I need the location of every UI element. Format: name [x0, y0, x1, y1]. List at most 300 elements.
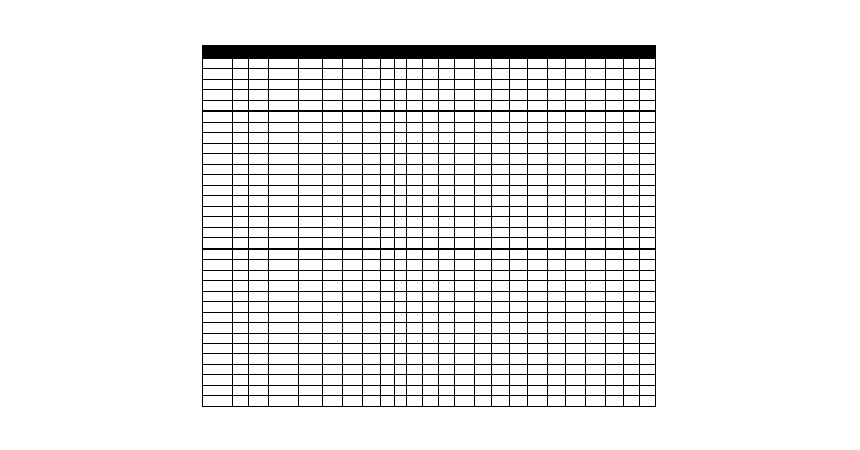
table-cell	[475, 354, 491, 364]
table-cell	[527, 364, 547, 374]
table-cell	[527, 249, 547, 260]
table-cell	[423, 364, 439, 374]
table-cell	[233, 143, 249, 153]
table-cell	[565, 90, 585, 100]
table-cell	[233, 385, 249, 395]
table-cell	[585, 217, 605, 227]
table-cell	[363, 90, 381, 100]
table-cell	[381, 196, 395, 206]
table-cell	[323, 249, 343, 260]
table-cell	[585, 59, 605, 69]
table-cell	[233, 206, 249, 216]
table-row	[203, 90, 656, 100]
table-cell	[381, 143, 395, 153]
table-cell	[343, 312, 363, 322]
table-cell	[455, 185, 475, 195]
table-cell	[269, 69, 299, 79]
table-cell	[585, 79, 605, 89]
table-cell	[585, 354, 605, 364]
table-cell	[527, 385, 547, 395]
table-cell	[323, 354, 343, 364]
table-cell	[423, 281, 439, 291]
table-cell	[605, 217, 623, 227]
table-cell	[363, 291, 381, 301]
table-row	[203, 375, 656, 385]
table-cell	[565, 323, 585, 333]
table-cell	[269, 59, 299, 69]
table-cell	[249, 249, 269, 260]
table-cell	[527, 154, 547, 164]
table-cell	[605, 59, 623, 69]
table-cell	[509, 79, 527, 89]
table-cell	[527, 396, 547, 407]
table-cell	[407, 375, 423, 385]
table-cell	[605, 185, 623, 195]
table-cell	[363, 375, 381, 385]
table-row	[203, 154, 656, 164]
table-cell	[269, 385, 299, 395]
table-cell	[299, 133, 323, 143]
table-cell	[547, 175, 565, 185]
table-cell	[585, 206, 605, 216]
table-cell	[249, 354, 269, 364]
table-cell	[509, 69, 527, 79]
table-cell	[475, 154, 491, 164]
table-cell	[407, 90, 423, 100]
table-cell	[249, 79, 269, 89]
table-cell	[407, 227, 423, 237]
table-cell	[203, 164, 233, 174]
table-cell	[455, 227, 475, 237]
table-cell	[381, 154, 395, 164]
table-cell	[585, 122, 605, 132]
table-cell	[363, 79, 381, 89]
table-cell	[381, 375, 395, 385]
table-cell	[299, 217, 323, 227]
table-cell	[455, 143, 475, 153]
table-cell	[323, 227, 343, 237]
table-cell	[299, 185, 323, 195]
table-cell	[233, 175, 249, 185]
table-cell	[233, 164, 249, 174]
table-cell	[605, 364, 623, 374]
table-cell	[565, 333, 585, 343]
table-cell	[423, 217, 439, 227]
table-cell	[395, 312, 407, 322]
table-cell	[363, 270, 381, 280]
table-cell	[605, 354, 623, 364]
table-cell	[605, 164, 623, 174]
table-cell	[323, 396, 343, 407]
table-cell	[343, 270, 363, 280]
table-cell	[343, 79, 363, 89]
table-cell	[527, 100, 547, 111]
table-cell	[639, 364, 655, 374]
table-cell	[299, 281, 323, 291]
table-cell	[623, 100, 639, 111]
table-cell	[423, 59, 439, 69]
table-cell	[475, 164, 491, 174]
table-cell	[475, 281, 491, 291]
table-cell	[639, 122, 655, 132]
table-cell	[605, 260, 623, 270]
table-cell	[585, 323, 605, 333]
table-cell	[299, 69, 323, 79]
table-cell	[363, 323, 381, 333]
table-cell	[475, 206, 491, 216]
table-cell	[343, 175, 363, 185]
table-cell	[605, 122, 623, 132]
table-row	[203, 291, 656, 301]
table-cell	[509, 90, 527, 100]
table-cell	[395, 227, 407, 237]
table-cell	[585, 312, 605, 322]
table-cell	[395, 79, 407, 89]
table-cell	[547, 227, 565, 237]
table-row	[203, 196, 656, 206]
table-cell	[509, 323, 527, 333]
table-cell	[407, 79, 423, 89]
table-cell	[623, 396, 639, 407]
table-cell	[423, 90, 439, 100]
table-cell	[547, 396, 565, 407]
table-cell	[249, 227, 269, 237]
table-cell	[623, 364, 639, 374]
table-cell	[343, 154, 363, 164]
table-cell	[343, 375, 363, 385]
table-cell	[249, 164, 269, 174]
table-cell	[585, 343, 605, 353]
column-header	[547, 46, 565, 59]
table-cell	[491, 375, 509, 385]
table-cell	[269, 133, 299, 143]
table-cell	[203, 122, 233, 132]
table-cell	[323, 79, 343, 89]
table-cell	[423, 175, 439, 185]
table-cell	[363, 354, 381, 364]
table-cell	[565, 396, 585, 407]
table-cell	[395, 385, 407, 395]
column-header	[565, 46, 585, 59]
table-cell	[639, 396, 655, 407]
table-cell	[381, 291, 395, 301]
table-cell	[475, 79, 491, 89]
table-cell	[565, 238, 585, 249]
table-cell	[439, 206, 455, 216]
table-cell	[269, 323, 299, 333]
table-cell	[381, 69, 395, 79]
table-cell	[323, 364, 343, 374]
table-cell	[509, 196, 527, 206]
table-cell	[527, 185, 547, 195]
table-cell	[565, 291, 585, 301]
table-cell	[605, 281, 623, 291]
table-cell	[565, 227, 585, 237]
table-cell	[605, 396, 623, 407]
table-cell	[585, 164, 605, 174]
table-cell	[249, 333, 269, 343]
table-cell	[423, 122, 439, 132]
table-cell	[623, 122, 639, 132]
table-cell	[407, 143, 423, 153]
table-cell	[547, 164, 565, 174]
table-cell	[547, 59, 565, 69]
table-cell	[455, 260, 475, 270]
table-cell	[439, 302, 455, 312]
table-cell	[527, 333, 547, 343]
table-cell	[363, 143, 381, 153]
table-cell	[323, 375, 343, 385]
table-row	[203, 270, 656, 280]
table-cell	[407, 343, 423, 353]
table-cell	[475, 133, 491, 143]
table-cell	[249, 364, 269, 374]
table-cell	[233, 154, 249, 164]
table-cell	[269, 364, 299, 374]
table-cell	[323, 302, 343, 312]
table-body	[203, 59, 656, 407]
table-cell	[527, 143, 547, 153]
table-cell	[407, 385, 423, 395]
table-cell	[475, 302, 491, 312]
table-cell	[547, 249, 565, 260]
table-cell	[249, 196, 269, 206]
table-cell	[491, 59, 509, 69]
table-cell	[565, 364, 585, 374]
table-cell	[475, 291, 491, 301]
table-cell	[407, 312, 423, 322]
table-cell	[395, 291, 407, 301]
table-cell	[585, 154, 605, 164]
table-cell	[491, 291, 509, 301]
table-cell	[269, 217, 299, 227]
table-cell	[323, 164, 343, 174]
table-cell	[475, 143, 491, 153]
column-header	[439, 46, 455, 59]
table-cell	[491, 154, 509, 164]
table-cell	[439, 59, 455, 69]
table-cell	[423, 323, 439, 333]
table-cell	[343, 90, 363, 100]
table-cell	[423, 133, 439, 143]
table-cell	[639, 238, 655, 249]
table-cell	[547, 323, 565, 333]
table-cell	[233, 79, 249, 89]
table-cell	[407, 206, 423, 216]
table-cell	[565, 59, 585, 69]
table-cell	[363, 122, 381, 132]
table-cell	[547, 291, 565, 301]
table-cell	[585, 249, 605, 260]
table-cell	[475, 69, 491, 79]
table-cell	[491, 396, 509, 407]
table-cell	[423, 260, 439, 270]
table-cell	[395, 343, 407, 353]
table-cell	[639, 249, 655, 260]
table-cell	[565, 196, 585, 206]
table-cell	[343, 323, 363, 333]
table-cell	[565, 343, 585, 353]
table-cell	[343, 260, 363, 270]
table-cell	[509, 354, 527, 364]
table-cell	[323, 217, 343, 227]
table-cell	[527, 238, 547, 249]
table-cell	[455, 164, 475, 174]
table-cell	[585, 196, 605, 206]
table-cell	[527, 291, 547, 301]
table-cell	[439, 312, 455, 322]
table-cell	[439, 154, 455, 164]
table-cell	[323, 260, 343, 270]
column-header	[249, 46, 269, 59]
table-cell	[605, 385, 623, 395]
column-header	[395, 46, 407, 59]
table-cell	[639, 375, 655, 385]
table-cell	[509, 312, 527, 322]
table-cell	[491, 175, 509, 185]
table-cell	[547, 354, 565, 364]
table-cell	[585, 111, 605, 122]
table-cell	[623, 260, 639, 270]
table-cell	[269, 185, 299, 195]
table-cell	[439, 175, 455, 185]
table-cell	[407, 164, 423, 174]
table-cell	[639, 302, 655, 312]
table-cell	[363, 312, 381, 322]
table-cell	[527, 133, 547, 143]
table-cell	[423, 312, 439, 322]
table-cell	[623, 143, 639, 153]
table-cell	[585, 133, 605, 143]
table-cell	[323, 385, 343, 395]
table-cell	[381, 270, 395, 280]
table-cell	[249, 260, 269, 270]
table-cell	[233, 364, 249, 374]
table-row	[203, 364, 656, 374]
table-cell	[491, 323, 509, 333]
table-cell	[203, 175, 233, 185]
table-cell	[299, 122, 323, 132]
table-cell	[475, 238, 491, 249]
table-cell	[249, 143, 269, 153]
table-cell	[491, 238, 509, 249]
table-cell	[395, 375, 407, 385]
table-cell	[623, 185, 639, 195]
table-row	[203, 227, 656, 237]
table-cell	[395, 196, 407, 206]
table-cell	[455, 396, 475, 407]
table-cell	[203, 396, 233, 407]
table-cell	[509, 238, 527, 249]
table-cell	[203, 291, 233, 301]
table-cell	[509, 302, 527, 312]
table-cell	[381, 100, 395, 111]
table-cell	[639, 59, 655, 69]
table-cell	[299, 343, 323, 353]
table-cell	[455, 312, 475, 322]
table-row	[203, 175, 656, 185]
table-cell	[491, 343, 509, 353]
table-cell	[423, 111, 439, 122]
table-cell	[455, 217, 475, 227]
table-cell	[203, 343, 233, 353]
table-cell	[623, 154, 639, 164]
table-cell	[269, 249, 299, 260]
table-cell	[363, 133, 381, 143]
table-cell	[299, 375, 323, 385]
table-cell	[547, 270, 565, 280]
table-cell	[623, 227, 639, 237]
table-cell	[491, 333, 509, 343]
table-cell	[249, 206, 269, 216]
table-cell	[269, 312, 299, 322]
table-cell	[233, 133, 249, 143]
table-row	[203, 122, 656, 132]
table-cell	[475, 343, 491, 353]
table-cell	[343, 133, 363, 143]
table-cell	[565, 249, 585, 260]
table-cell	[203, 270, 233, 280]
table-cell	[249, 343, 269, 353]
table-cell	[203, 59, 233, 69]
table-cell	[363, 111, 381, 122]
table-cell	[455, 343, 475, 353]
table-cell	[439, 143, 455, 153]
table-cell	[407, 354, 423, 364]
table-cell	[605, 302, 623, 312]
table-cell	[565, 281, 585, 291]
table-cell	[395, 143, 407, 153]
table-cell	[439, 375, 455, 385]
table-cell	[491, 133, 509, 143]
column-header	[343, 46, 363, 59]
table-cell	[547, 281, 565, 291]
table-cell	[639, 260, 655, 270]
table-cell	[509, 291, 527, 301]
table-cell	[623, 270, 639, 280]
table-cell	[407, 270, 423, 280]
table-cell	[423, 302, 439, 312]
table-cell	[407, 260, 423, 270]
table-cell	[623, 281, 639, 291]
table-cell	[269, 154, 299, 164]
table-cell	[363, 343, 381, 353]
table-cell	[455, 291, 475, 301]
table-cell	[547, 154, 565, 164]
column-header	[475, 46, 491, 59]
table-cell	[475, 111, 491, 122]
table-cell	[363, 100, 381, 111]
table-cell	[203, 79, 233, 89]
table-cell	[423, 196, 439, 206]
table-cell	[585, 175, 605, 185]
table-cell	[233, 375, 249, 385]
table-cell	[395, 270, 407, 280]
table-cell	[605, 133, 623, 143]
table-cell	[363, 238, 381, 249]
table-cell	[623, 196, 639, 206]
table-row	[203, 133, 656, 143]
table-cell	[407, 154, 423, 164]
table-cell	[363, 364, 381, 374]
table-cell	[565, 100, 585, 111]
table-cell	[491, 227, 509, 237]
table-cell	[381, 238, 395, 249]
table-cell	[269, 354, 299, 364]
table-cell	[423, 333, 439, 343]
table-cell	[381, 111, 395, 122]
table-cell	[203, 312, 233, 322]
